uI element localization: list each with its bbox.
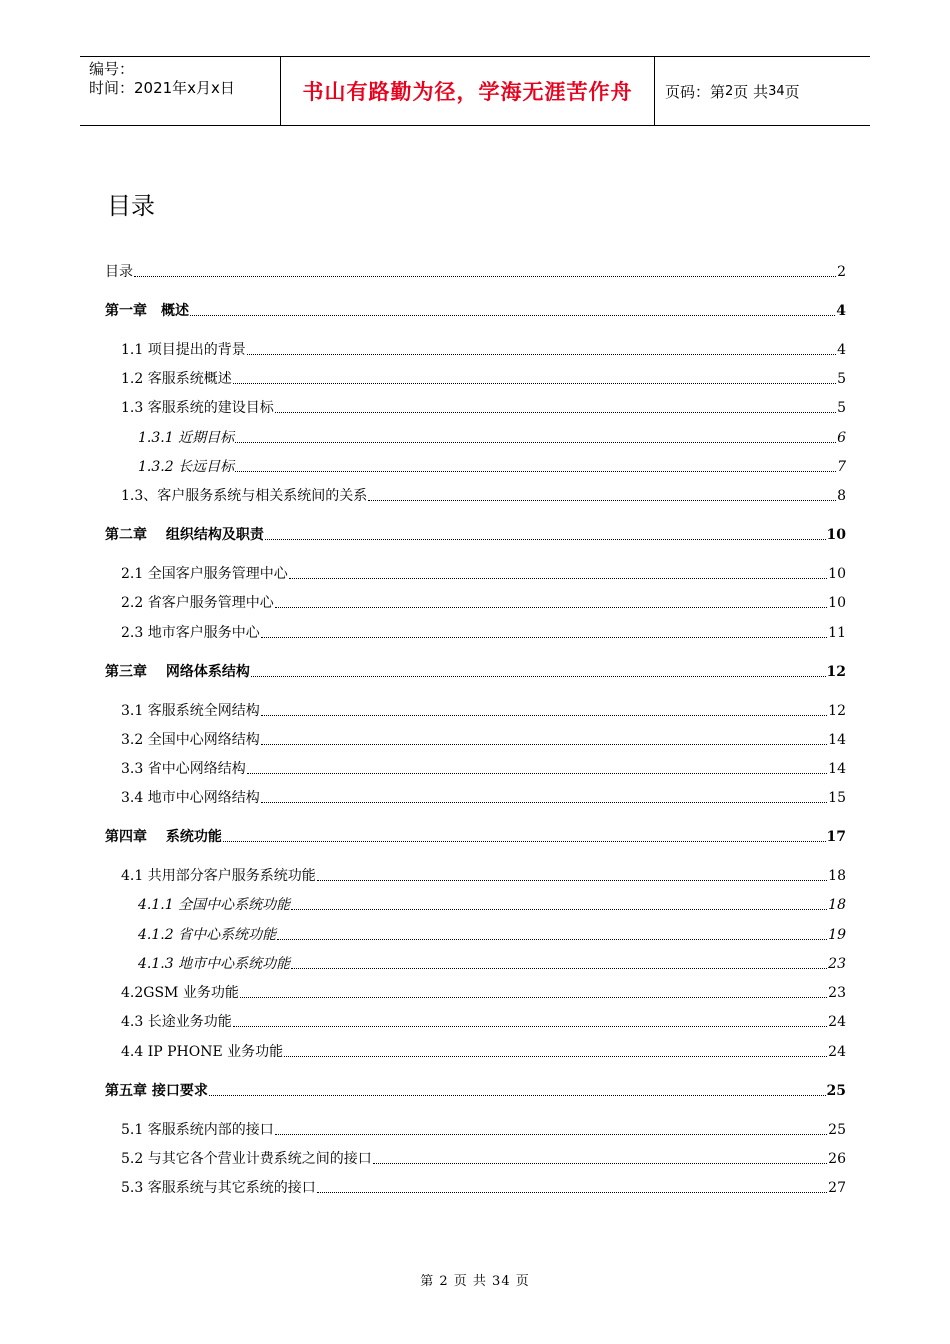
header-page-prefix: 页码：第 bbox=[665, 82, 726, 101]
toc-entry-page: 14 bbox=[828, 761, 846, 777]
toc-entry-label: 3.4 地市中心网络结构 bbox=[121, 790, 260, 806]
toc-entry-label: 5.2 与其它各个营业计费系统之间的接口 bbox=[121, 1151, 372, 1167]
toc-entry-page: 15 bbox=[828, 790, 846, 806]
toc-entry[interactable] bbox=[138, 458, 846, 476]
toc-dot-leader bbox=[373, 1163, 827, 1164]
toc-dot-leader bbox=[240, 997, 827, 998]
toc-dot-leader bbox=[209, 1095, 826, 1096]
toc-entry-page: 23 bbox=[828, 985, 846, 1001]
toc-entry-page: 12 bbox=[826, 664, 846, 680]
toc-dot-leader bbox=[261, 715, 827, 716]
toc-entry-label: 4.1.3 地市中心系统功能 bbox=[138, 956, 291, 972]
toc-entry[interactable] bbox=[121, 1179, 846, 1197]
toc-entry[interactable] bbox=[105, 526, 846, 544]
toc-entry-label: 4.4 IP PHONE 业务功能 bbox=[121, 1044, 284, 1060]
toc-entry-page: 17 bbox=[826, 829, 846, 845]
toc-entry-label: 1.1 项目提出的背景 bbox=[121, 342, 246, 358]
toc-entry-label: 4.1.1 全国中心系统功能 bbox=[138, 897, 291, 913]
toc-entry-page: 10 bbox=[828, 566, 846, 582]
toc-entry-page: 26 bbox=[828, 1151, 846, 1167]
toc-entry-label: 第三章 网络体系结构 bbox=[105, 664, 250, 680]
toc-entry-page: 23 bbox=[828, 956, 846, 972]
toc-entry-label: 5.1 客服系统内部的接口 bbox=[121, 1122, 274, 1138]
toc-entry[interactable] bbox=[121, 702, 846, 720]
toc-entry[interactable] bbox=[105, 828, 846, 846]
toc-entry-label: 4.2GSM 业务功能 bbox=[121, 985, 239, 1001]
toc-entry-label: 4.1 共用部分客户服务系统功能 bbox=[121, 868, 316, 884]
toc-entry[interactable] bbox=[105, 1082, 846, 1100]
header-page-suffix: 页 bbox=[784, 82, 800, 101]
toc-dot-leader bbox=[233, 383, 836, 384]
toc-entry-label: 第一章 概述 bbox=[105, 303, 189, 319]
toc-entry[interactable] bbox=[121, 594, 846, 612]
header-page-mid: 页 共 bbox=[733, 82, 769, 101]
toc-entry[interactable] bbox=[121, 1013, 846, 1031]
toc-entry-page: 6 bbox=[837, 430, 846, 446]
toc-entry[interactable] bbox=[105, 663, 846, 681]
toc-entry[interactable] bbox=[138, 926, 846, 944]
toc-dot-leader bbox=[368, 500, 836, 501]
toc-dot-leader bbox=[223, 841, 826, 842]
toc-entry-page: 27 bbox=[828, 1180, 846, 1196]
page-footer: 第 2 页 共 34 页 bbox=[420, 1274, 530, 1289]
toc-entry-page: 18 bbox=[828, 868, 846, 884]
toc-entry[interactable] bbox=[105, 263, 846, 281]
toc-dot-leader bbox=[134, 276, 836, 277]
toc-dot-leader bbox=[275, 1134, 827, 1135]
toc-entry-label: 1.3、客户服务系统与相关系统间的关系 bbox=[121, 488, 368, 504]
toc-entry[interactable] bbox=[121, 1043, 846, 1061]
toc-dot-leader bbox=[247, 354, 836, 355]
toc-entry-page: 5 bbox=[837, 371, 846, 387]
toc-entry-label: 5.3 客服系统与其它系统的接口 bbox=[121, 1180, 316, 1196]
toc-entry-page: 24 bbox=[828, 1014, 846, 1030]
toc-entry-label: 1.3 客服系统的建设目标 bbox=[121, 400, 274, 416]
header-meta bbox=[80, 57, 281, 125]
header-slogan: 书山有路勤为径，学海无涯苦作舟 bbox=[281, 57, 655, 125]
header-page-info bbox=[655, 57, 870, 125]
toc-entry-label: 3.2 全国中心网络结构 bbox=[121, 732, 260, 748]
header-page-total: 34 bbox=[768, 83, 785, 99]
toc-entry-label: 2.2 省客户服务管理中心 bbox=[121, 595, 274, 611]
toc-entry[interactable] bbox=[121, 731, 846, 749]
toc-entry[interactable] bbox=[121, 867, 846, 885]
toc-entry[interactable] bbox=[121, 789, 846, 807]
toc-entry[interactable] bbox=[121, 1150, 846, 1168]
toc-entry-page: 25 bbox=[828, 1122, 846, 1138]
toc-entry-page: 10 bbox=[826, 527, 846, 543]
toc-dot-leader bbox=[251, 676, 826, 677]
toc-dot-leader bbox=[261, 744, 827, 745]
toc-entry[interactable] bbox=[121, 370, 846, 388]
toc-dot-leader bbox=[275, 607, 827, 608]
toc-dot-leader bbox=[233, 1026, 827, 1027]
toc-dot-leader bbox=[265, 539, 826, 540]
page-header bbox=[80, 56, 870, 126]
page-title: 目录 bbox=[107, 192, 155, 220]
toc-dot-leader bbox=[275, 412, 836, 413]
toc-entry-label: 1.3.1 近期目标 bbox=[138, 430, 235, 446]
toc-entry-page: 18 bbox=[828, 897, 846, 913]
toc-entry[interactable] bbox=[121, 341, 846, 359]
toc-entry-page: 4 bbox=[836, 303, 846, 319]
toc-entry[interactable] bbox=[121, 760, 846, 778]
toc-entry[interactable] bbox=[121, 399, 846, 417]
toc-entry-label: 2.1 全国客户服务管理中心 bbox=[121, 566, 288, 582]
toc-entry[interactable] bbox=[138, 429, 846, 447]
toc-entry[interactable] bbox=[105, 302, 846, 320]
toc-entry[interactable] bbox=[121, 624, 846, 642]
toc-entry-page: 24 bbox=[828, 1044, 846, 1060]
toc-dot-leader bbox=[190, 315, 835, 316]
toc-dot-leader bbox=[277, 939, 827, 940]
toc-dot-leader bbox=[317, 880, 827, 881]
toc-entry-label: 4.3 长途业务功能 bbox=[121, 1014, 232, 1030]
toc-dot-leader bbox=[247, 773, 827, 774]
toc-dot-leader bbox=[235, 442, 836, 443]
toc-entry-label: 第四章 系统功能 bbox=[105, 829, 222, 845]
toc-entry-page: 12 bbox=[828, 703, 846, 719]
toc-entry-page: 2 bbox=[837, 264, 846, 280]
toc-dot-leader bbox=[261, 637, 827, 638]
header-page-num: 2 bbox=[725, 83, 734, 99]
toc-entry-page: 25 bbox=[826, 1083, 846, 1099]
toc-dot-leader bbox=[284, 1056, 827, 1057]
toc-entry[interactable] bbox=[121, 1121, 846, 1139]
toc-entry-page: 7 bbox=[837, 459, 846, 475]
toc-entry-page: 5 bbox=[837, 400, 846, 416]
toc-entry-page: 19 bbox=[828, 927, 846, 943]
toc-entry[interactable] bbox=[121, 487, 846, 505]
toc-entry-label: 2.3 地市客户服务中心 bbox=[121, 625, 260, 641]
toc-entry-page: 4 bbox=[837, 342, 846, 358]
header-time: 时间：2021年x月x日 bbox=[89, 79, 235, 97]
toc-dot-leader bbox=[235, 471, 836, 472]
toc-entry-page: 10 bbox=[828, 595, 846, 611]
toc-entry[interactable] bbox=[121, 984, 846, 1002]
header-number: 编号： bbox=[89, 60, 135, 78]
toc-entry-label: 3.1 客服系统全网结构 bbox=[121, 703, 260, 719]
toc-entry[interactable] bbox=[121, 565, 846, 583]
toc-entry[interactable] bbox=[138, 955, 846, 973]
toc-entry-label: 4.1.2 省中心系统功能 bbox=[138, 927, 277, 943]
toc-entry-label: 第二章 组织结构及职责 bbox=[105, 527, 264, 543]
toc-entry-label: 3.3 省中心网络结构 bbox=[121, 761, 246, 777]
toc-dot-leader bbox=[261, 802, 827, 803]
toc-entry-label: 1.3.2 长远目标 bbox=[138, 459, 235, 475]
toc-entry-page: 11 bbox=[828, 625, 846, 641]
toc-entry-page: 14 bbox=[828, 732, 846, 748]
toc-dot-leader bbox=[317, 1192, 827, 1193]
toc-entry-label: 第五章 接口要求 bbox=[105, 1083, 208, 1099]
toc-entry-label: 1.2 客服系统概述 bbox=[121, 371, 232, 387]
toc-entry-page: 8 bbox=[837, 488, 846, 504]
toc-entry-label: 目录 bbox=[105, 264, 133, 280]
toc-dot-leader bbox=[289, 578, 827, 579]
toc-dot-leader bbox=[291, 909, 827, 910]
toc-entry[interactable] bbox=[138, 896, 846, 914]
toc-dot-leader bbox=[291, 968, 827, 969]
